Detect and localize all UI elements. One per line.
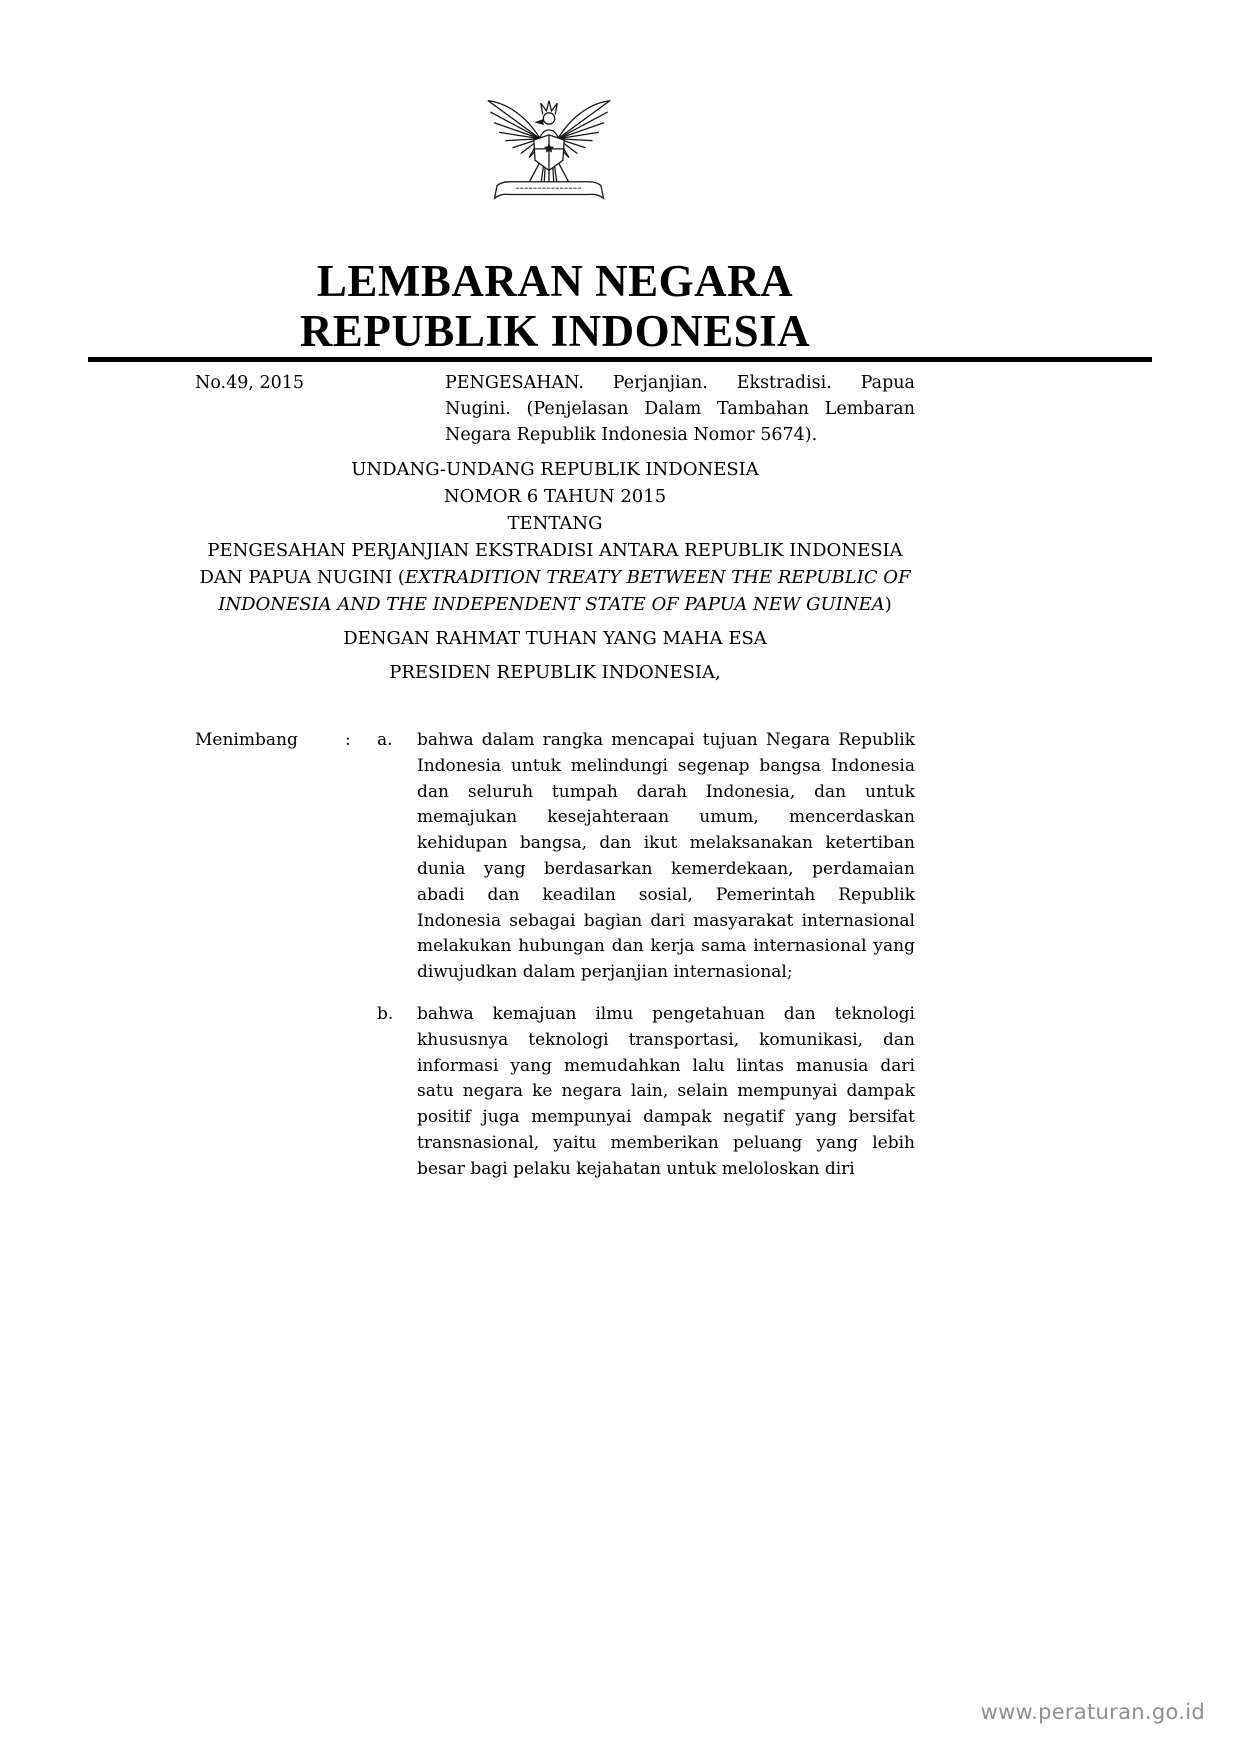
item-text: bahwa kemajuan ilmu pengetahuan dan teknologi khususnya teknologi transportasi, komunikasi, dan informasi yang memudahkan lalu lintas manusia dari satu negara ke negara lain, selain mempunyai dampak positif juga mempunyai dampak negatif yang bersifat transnasional, yaitu memberikan peluang yang lebih besar bagi pelaku kejahatan untuk meloloskan diri <box>417 1003 915 1179</box>
authority-line: PRESIDEN REPUBLIK INDONESIA, <box>389 662 721 683</box>
law-heading-line2: NOMOR 6 TAHUN 2015 <box>443 486 667 507</box>
invocation: DENGAN RAHMAT TUHAN YANG MAHA ESA <box>343 628 767 649</box>
considerations-section <box>195 728 915 1199</box>
consideration-item <box>195 728 915 986</box>
law-title-italic: EXTRADITION TREATY BETWEEN THE REPUBLIC OF INDONESIA AND THE INDEPENDENT STATE OF PAPUA NEW GUINEA <box>218 567 911 615</box>
item-marker: a. <box>377 730 393 750</box>
item-marker: b. <box>377 1003 394 1024</box>
masthead-divider <box>88 357 1152 362</box>
issue-row <box>195 370 915 448</box>
consideration-item <box>195 1002 915 1183</box>
garuda-emblem-icon <box>478 64 620 216</box>
item-text: bahwa dalam rangka mencapai tujuan Negara Republik Indonesia untuk melindungi segenap bangsa Indonesia dan seluruh tumpah darah Indonesia, dan untuk memajukan kesejahteraan umum, mencerdaskan kehidupan bangsa, dan ikut melaksanakan ketertiban dunia yang berdasarkan kemerdekaan, perdamaian abadi dan keadilan sosial, Pemerintah Republik Indonesia sebagai bagian dari masyarakat internasional melakukan hubungan dan kerja sama internasional yang diwujudkan dalam perjanjian internasional; <box>417 730 915 983</box>
issue-number: No.49, 2015 <box>195 373 305 393</box>
considerations-label-spacer <box>195 1002 345 1183</box>
law-heading-line1: UNDANG-UNDANG REPUBLIK INDONESIA <box>351 459 759 480</box>
law-heading-line3: TENTANG <box>507 513 603 534</box>
source-watermark: www.peraturan.go.id <box>980 1700 1205 1724</box>
considerations-label: Menimbang <box>195 730 298 750</box>
law-title-plain: PENGESAHAN PERJANJIAN EKSTRADISI ANTARA REPUBLIK INDONESIA DAN PAPUA NUGINI ( <box>199 540 903 588</box>
law-title-close: ) <box>884 594 892 615</box>
masthead-line1: LEMBARAN NEGARA <box>316 256 794 306</box>
considerations-separator-spacer <box>345 1002 377 1183</box>
law-heading-block <box>195 456 915 686</box>
gazette-masthead <box>195 256 915 356</box>
law-title <box>195 537 915 618</box>
considerations-separator: : <box>345 730 351 750</box>
issue-subject: PENGESAHAN. Perjanjian. Ekstradisi. Papua Nugini. (Penjelasan Dalam Tambahan Lembaran Negara Republik Indonesia Nomor 5674). <box>445 373 915 445</box>
masthead-line2: REPUBLIK INDONESIA <box>299 306 811 356</box>
